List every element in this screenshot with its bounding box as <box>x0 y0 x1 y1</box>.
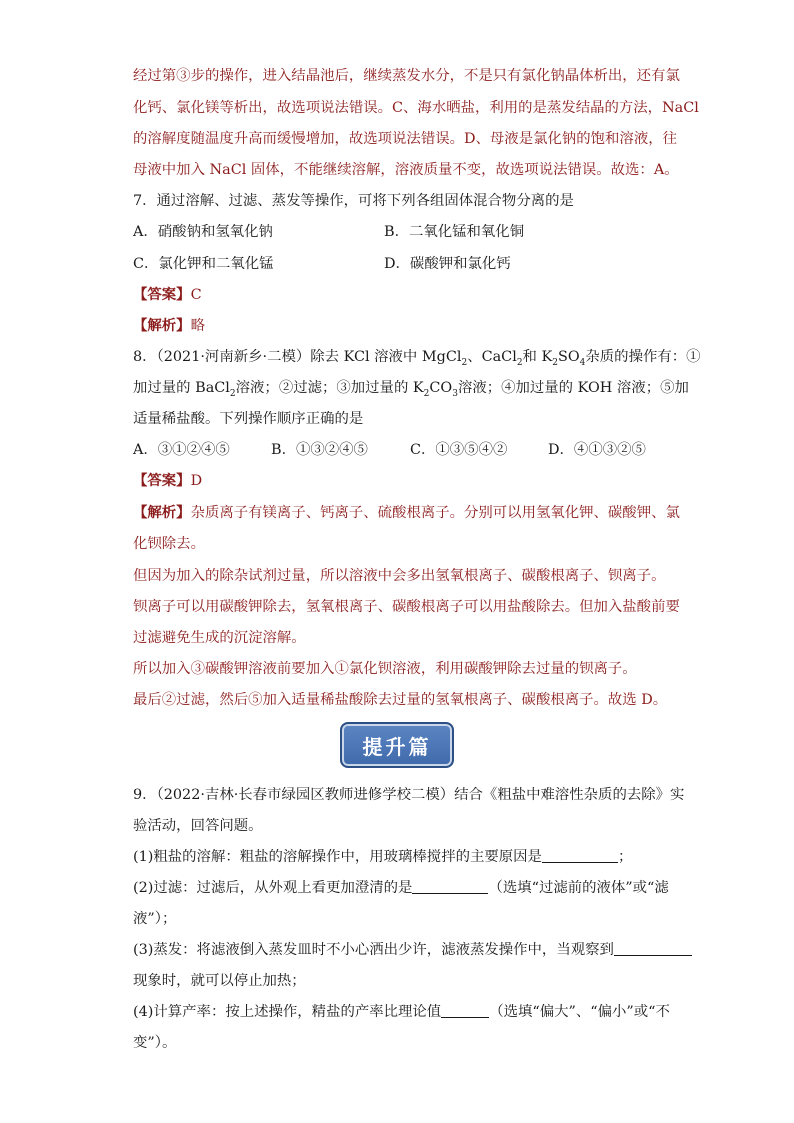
q9-stem-line-2: 验活动，回答问题。 <box>133 818 263 834</box>
q7-option-d: D．碳酸钾和氯化钙 <box>384 256 511 272</box>
q8-stem-line-2: 加过量的 BaCl$_2$溶液；②过滤；③加过量的 $K_2CO_3$溶液；④加过量的 KOH 溶液；⑤加 <box>133 380 689 399</box>
q9-part-4-cont: 变”）。 <box>133 1035 177 1051</box>
q8-option-c: C．①③⑤④② <box>410 442 508 458</box>
analysis-tag: 【解析】 <box>133 504 191 521</box>
q8-option-a: A．③①②④⑤ <box>133 442 230 458</box>
q8-analysis-line-2: 化钡除去。 <box>133 536 205 552</box>
q7-analysis <box>133 316 664 336</box>
q8-stem-line-1: 8．（2021·河南新乡·二模）除去 KCl 溶液中 MgCl$_2$、CaCl$_2$和 $K_2SO_4$杂质的操作有：① <box>133 349 701 368</box>
answer-tag: 【答案】 <box>133 286 191 303</box>
answer-blank[interactable] <box>542 848 618 863</box>
q8-option-d: D．④①③②⑤ <box>548 442 646 458</box>
analysis-tag: 【解析】 <box>133 317 191 334</box>
q8-answer <box>133 471 664 491</box>
analysis-text: 略 <box>190 318 205 334</box>
q9-part-3-cont: 现象时，就可以停止加热； <box>133 973 306 989</box>
q8-analysis-line-6: 所以加入③碳酸钾溶液前要加入①氯化钡溶液，利用碳酸钾除去过量的钡离子。 <box>133 661 637 677</box>
answer-tag: 【答案】 <box>133 472 191 489</box>
q7-option-a: A．硝酸钠和氢氧化钠 <box>133 224 273 240</box>
q7-option-c: C．氯化钾和二氧化锰 <box>133 256 274 272</box>
section-banner: 提升篇 <box>340 722 454 768</box>
q8-analysis-line-7: 最后②过滤，然后⑤加入适量稀盐酸除去过量的氢氧根离子、碳酸根离子。故选 D。 <box>133 692 668 708</box>
q9-part-2-cont: 液”）； <box>133 911 177 927</box>
answer-blank[interactable] <box>614 941 692 956</box>
analysis-text: 杂质离子有镁离子、钙离子、硫酸根离子。分别可以用氢氧化钾、碳酸钾、氯 <box>190 505 680 521</box>
q6-analysis-line-2: 化钙、氯化镁等析出，故选项说法错误。C、海水晒盐，利用的是蒸发结晶的方法，NaCl <box>133 100 699 116</box>
q6-analysis-line-4: 母液中加入 NaCl 固体，不能继续溶解，溶液质量不变，故选项说法错误。故选：A。 <box>133 162 679 178</box>
answer-blank[interactable] <box>412 879 488 894</box>
q8-analysis-line-5: 过滤避免生成的沉淀溶解。 <box>133 630 306 646</box>
q6-analysis-line-1: 经过第③步的操作，进入结晶池后，继续蒸发水分，不是只有氯化钠晶体析出，还有氯 <box>133 68 680 84</box>
q8-option-b: B．①③②④⑤ <box>271 442 368 458</box>
q8-stem-line-3: 适量稀盐酸。下列操作顺序正确的是 <box>133 411 364 427</box>
q7-answer <box>133 285 664 305</box>
answer-value: D <box>190 473 203 489</box>
q8-analysis-line-1 <box>133 503 680 523</box>
q9-stem-line-1: 9．（2022·吉林·长春市绿园区教师进修学校二模）结合《粗盐中难溶性杂质的去除》实 <box>133 787 685 803</box>
q7-stem: 7．通过溶解、过滤、蒸发等操作，可将下列各组固体混合物分离的是 <box>133 193 574 209</box>
q9-part-4: (4)计算产率：按上述操作，精盐的产率比理论值 （选填“偏大”、“偏小”或“不 <box>133 1004 670 1020</box>
answer-value: C <box>190 287 202 303</box>
q9-part-2: (2)过滤：过滤后，从外观上看更加澄清的是 （选填“过滤前的液体”或“滤 <box>133 880 669 896</box>
q9-part-1: (1)粗盐的溶解：粗盐的溶解操作中，用玻璃棒搅拌的主要原因是 ； <box>133 849 633 865</box>
answer-blank[interactable] <box>441 1003 489 1018</box>
q8-analysis-line-4: 钡离子可以用碳酸钾除去，氢氧根离子、碳酸根离子可以用盐酸除去。但加入盐酸前要 <box>133 599 680 615</box>
q9-part-3: (3)蒸发：将滤液倒入蒸发皿时不小心洒出少许，滤液蒸发操作中，当观察到 <box>133 940 664 960</box>
q8-analysis-line-3: 但因为加入的除杂试剂过量，所以溶液中会多出氢氧根离子、碳酸根离子、钡离子。 <box>133 568 666 584</box>
q6-analysis-line-3: 的溶解度随温度升高而缓慢增加，故选项说法错误。D、母液是氯化钠的饱和溶液，往 <box>133 131 677 147</box>
q7-option-b: B．二氧化锰和氧化铜 <box>384 224 525 240</box>
